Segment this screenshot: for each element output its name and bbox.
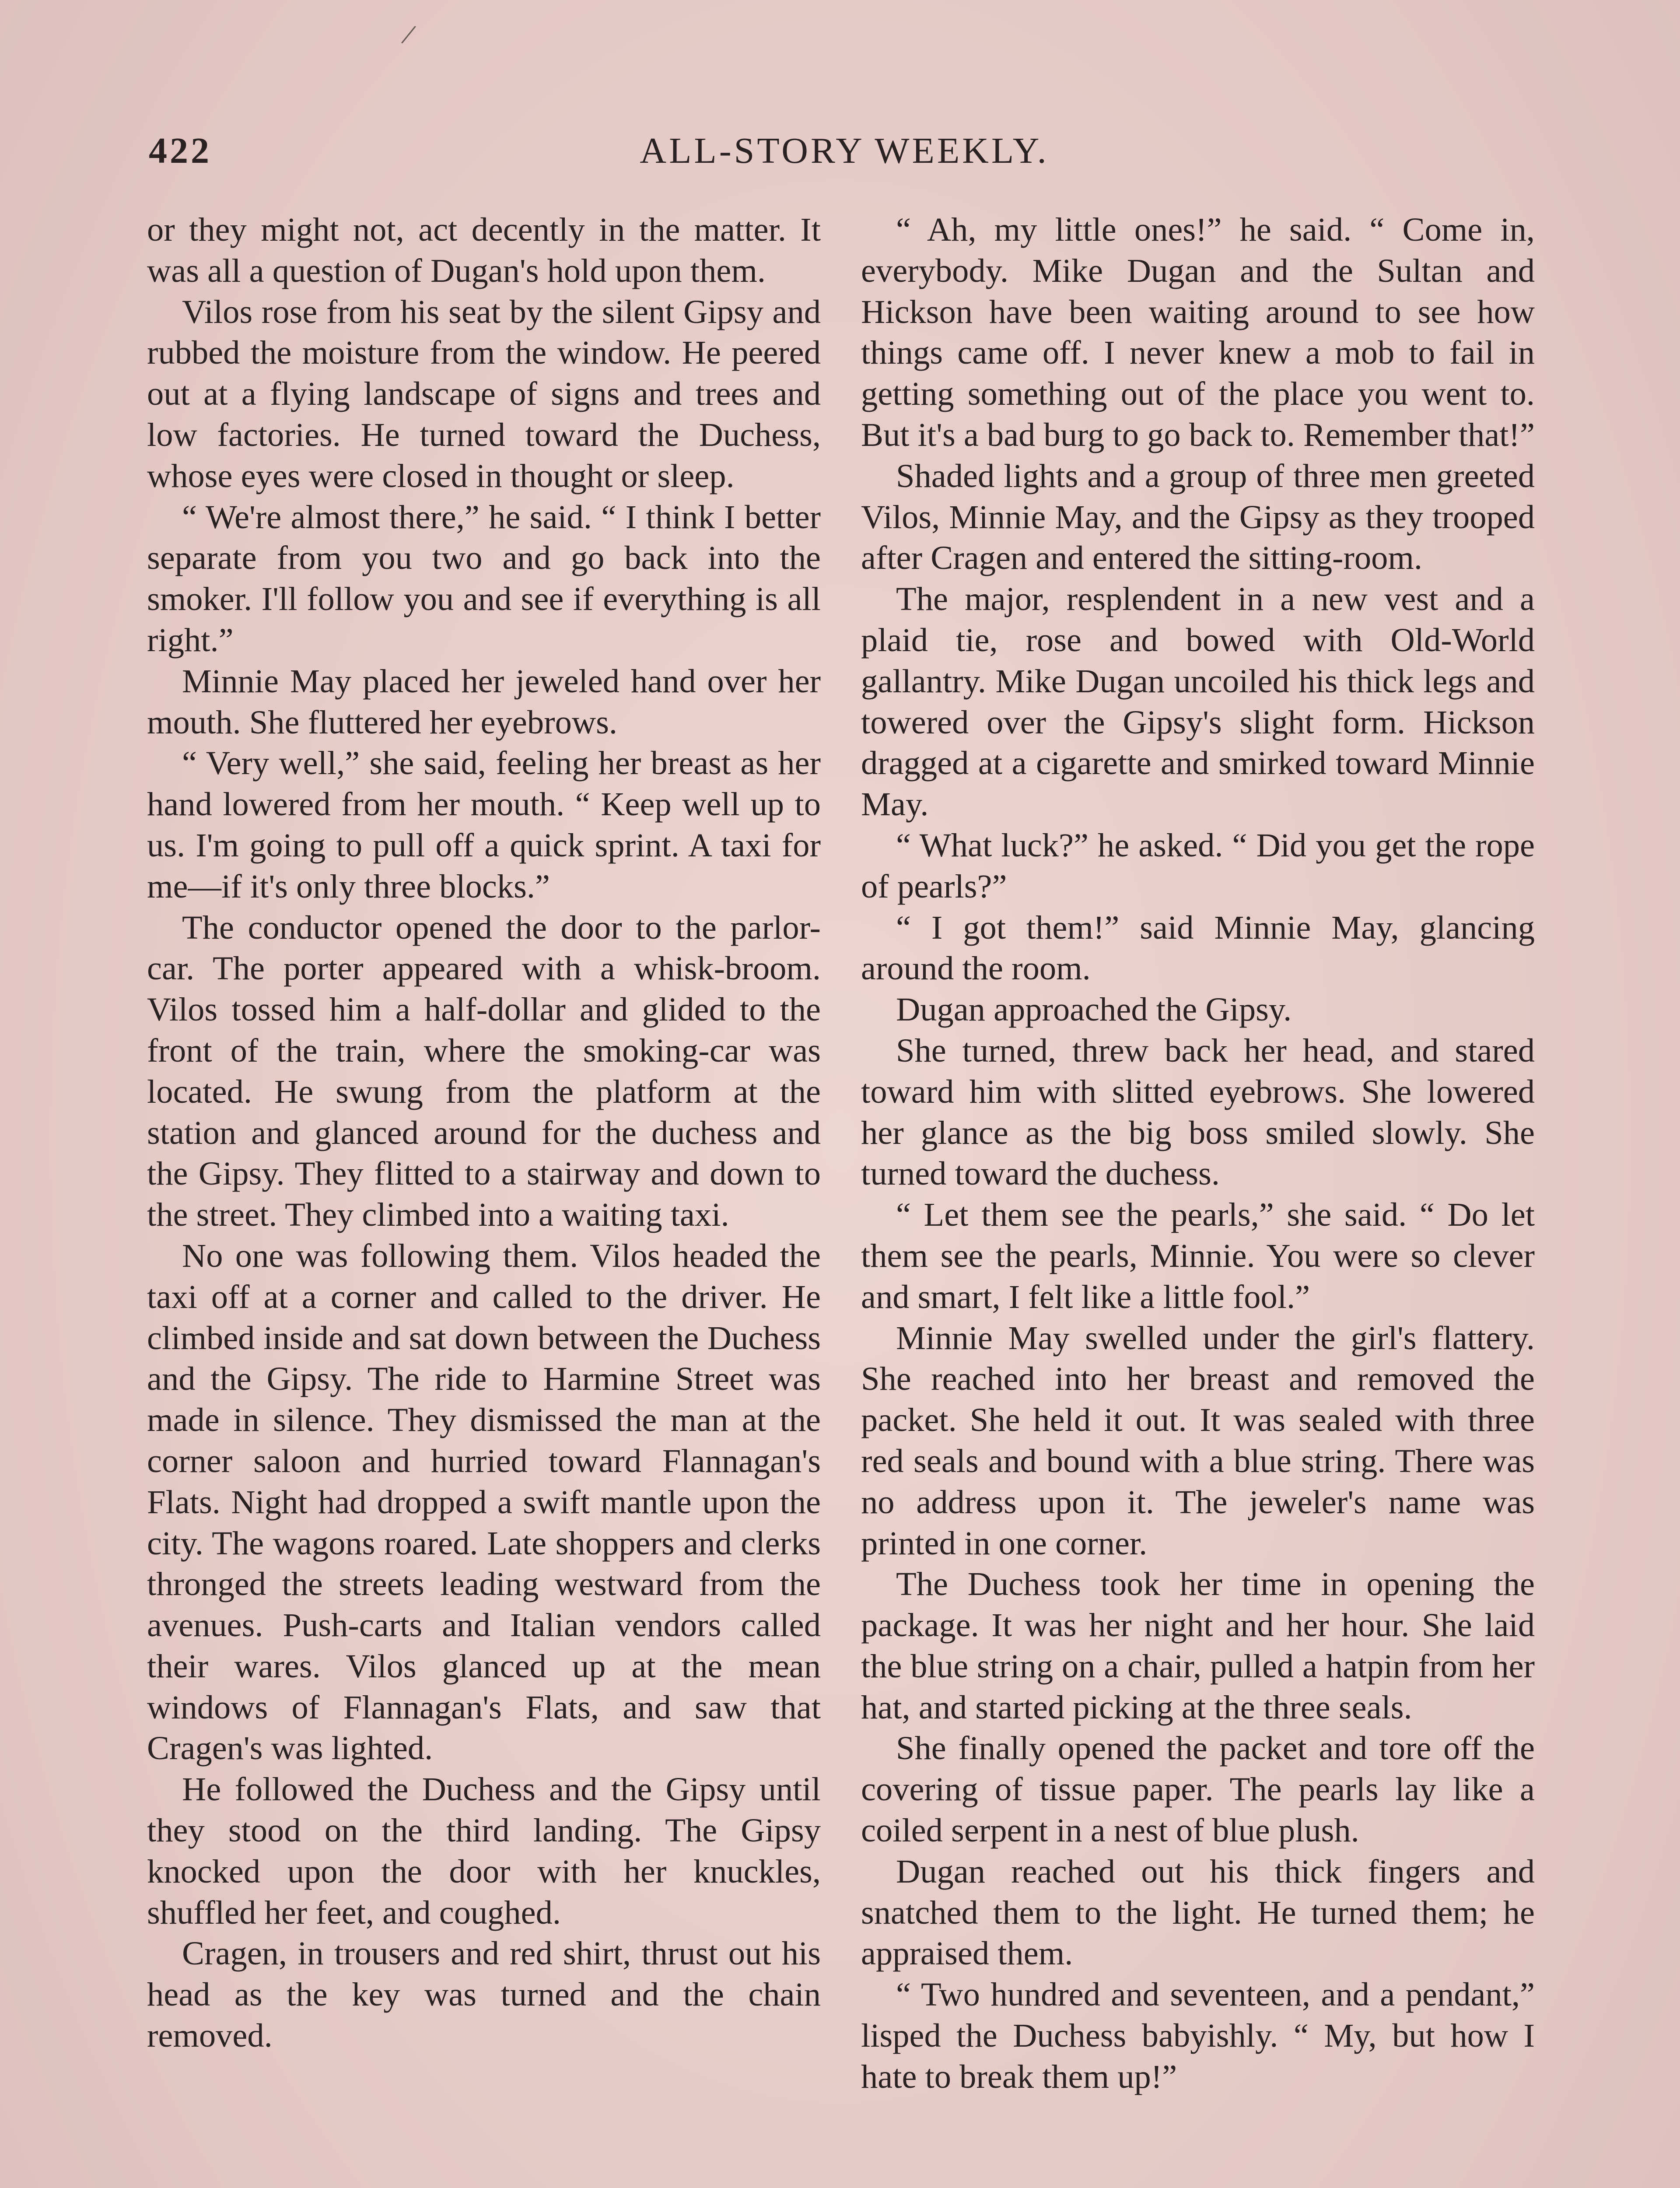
paragraph: Shaded lights and a group of three men greeted Vilos, Minnie May, and the Gipsy as they trooped after Cragen and entered the sitting-room. <box>861 457 1535 577</box>
paragraph: Dugan reached out his thick fingers and snatched them to the light. He turned them; he appraised them. <box>861 1852 1535 1972</box>
paragraph: “ Two hundred and seventeen, and a pendant,” lisped the Duchess babyishly. “ My, but how I hate to break them up!” <box>861 1976 1535 2095</box>
page-header <box>149 130 1540 182</box>
paragraph: No one was following them. Vilos headed the taxi off at a corner and called to the driver. He climbed inside and sat down between the Duchess and the Gipsy. The ride to Harmine Street was made in silence. They dismissed the man at the corner saloon and hurried toward Flannagan's Flats. Night had dropped a swift mantle upon the city. The wagons roared. Late shoppers and clerks thronged the streets leading westward from the avenues. Push-carts and Italian vendors called their wares. Vilos glanced up at the mean windows of Flannagan's Flats, and saw that Cragen's was lighted. <box>147 1237 821 1767</box>
paragraph: Minnie May placed her jeweled hand over her mouth. She fluttered her eyebrows. <box>147 662 821 741</box>
page-number: 422 <box>149 130 212 171</box>
paragraph: She finally opened the packet and tore off the covering of tissue paper. The pearls lay like a coiled serpent in a nest of blue plush. <box>861 1729 1535 1849</box>
paragraph: He followed the Duchess and the Gipsy until they stood on the third landing. The Gipsy knocked upon the door with her knuckles, shuffled her feet, and coughed. <box>147 1771 821 1931</box>
right-column <box>861 209 1535 2097</box>
running-title: ALL-STORY WEEKLY. <box>640 130 1049 171</box>
paragraph: “ What luck?” he asked. “ Did you get the rope of pearls?” <box>861 826 1535 905</box>
paragraph: Cragen, in trousers and red shirt, thrust out his head as the key was turned and the chain removed. <box>147 1935 821 2055</box>
paragraph: The Duchess took her time in opening the package. It was her night and her hour. She laid the blue string on a chair, pulled a hatpin from her hat, and started picking at the three seals. <box>861 1565 1535 1726</box>
paragraph: or they might not, act decently in the matter. It was all a question of Dugan's hold upon them. <box>147 211 821 289</box>
paragraph: “ Ah, my little ones!” he said. “ Come in, everybody. Mike Dugan and the Sultan and Hickson have been waiting around to see how things came off. I never knew a mob to fail in getting something out of the place you went to. But it's a bad burg to go back to. Remember that!” <box>861 211 1535 453</box>
paragraph: “ We're almost there,” he said. “ I think I better separate from you two and go back into the smoker. I'll follow you and see if everything is all right.” <box>147 498 821 659</box>
paragraph: “ I got them!” said Minnie May, glancing around the room. <box>861 908 1535 987</box>
stray-pencil-mark: / <box>399 18 419 53</box>
paragraph: Vilos rose from his seat by the silent Gipsy and rubbed the moisture from the window. He peered out at a flying landscape of signs and trees and low factories. He turned toward the Duchess, whose eyes were closed in thought or sleep. <box>147 293 821 494</box>
paragraph: “ Very well,” she said, feeling her breast as her hand lowered from her mouth. “ Keep well up to us. I'm going to pull off a quick sprint. A taxi for me—if it's only three blocks.” <box>147 744 821 905</box>
paragraph: “ Let them see the pearls,” she said. “ Do let them see the pearls, Minnie. You were so clever and smart, I felt like a little fool.” <box>861 1196 1535 1315</box>
paragraph: She turned, threw back her head, and stared toward him with slitted eyebrows. She lowered her glance as the big boss smiled slowly. She turned toward the duchess. <box>861 1031 1535 1192</box>
left-column <box>147 209 821 2056</box>
paragraph: The conductor opened the door to the parlor-car. The porter appeared with a whisk-broom. Vilos tossed him a half-dollar and glided to the front of the train, where the smoking-car was located. He swung from the platform at the station and glanced around for the duchess and the Gipsy. They flitted to a stairway and down to the street. They climbed into a waiting taxi. <box>147 908 821 1234</box>
paragraph: The major, resplendent in a new vest and a plaid tie, rose and bowed with Old-World gallantry. Mike Dugan uncoiled his thick legs and towered over the Gipsy's slight form. Hickson dragged at a cigarette and smirked toward Minnie May. <box>861 580 1535 823</box>
paragraph: Minnie May swelled under the girl's flattery. She reached into her breast and removed the packet. She held it out. It was sealed with three red seals and bound with a blue string. There was no address upon it. The jeweler's name was printed in one corner. <box>861 1319 1535 1562</box>
paragraph: Dugan approached the Gipsy. <box>896 991 1292 1028</box>
